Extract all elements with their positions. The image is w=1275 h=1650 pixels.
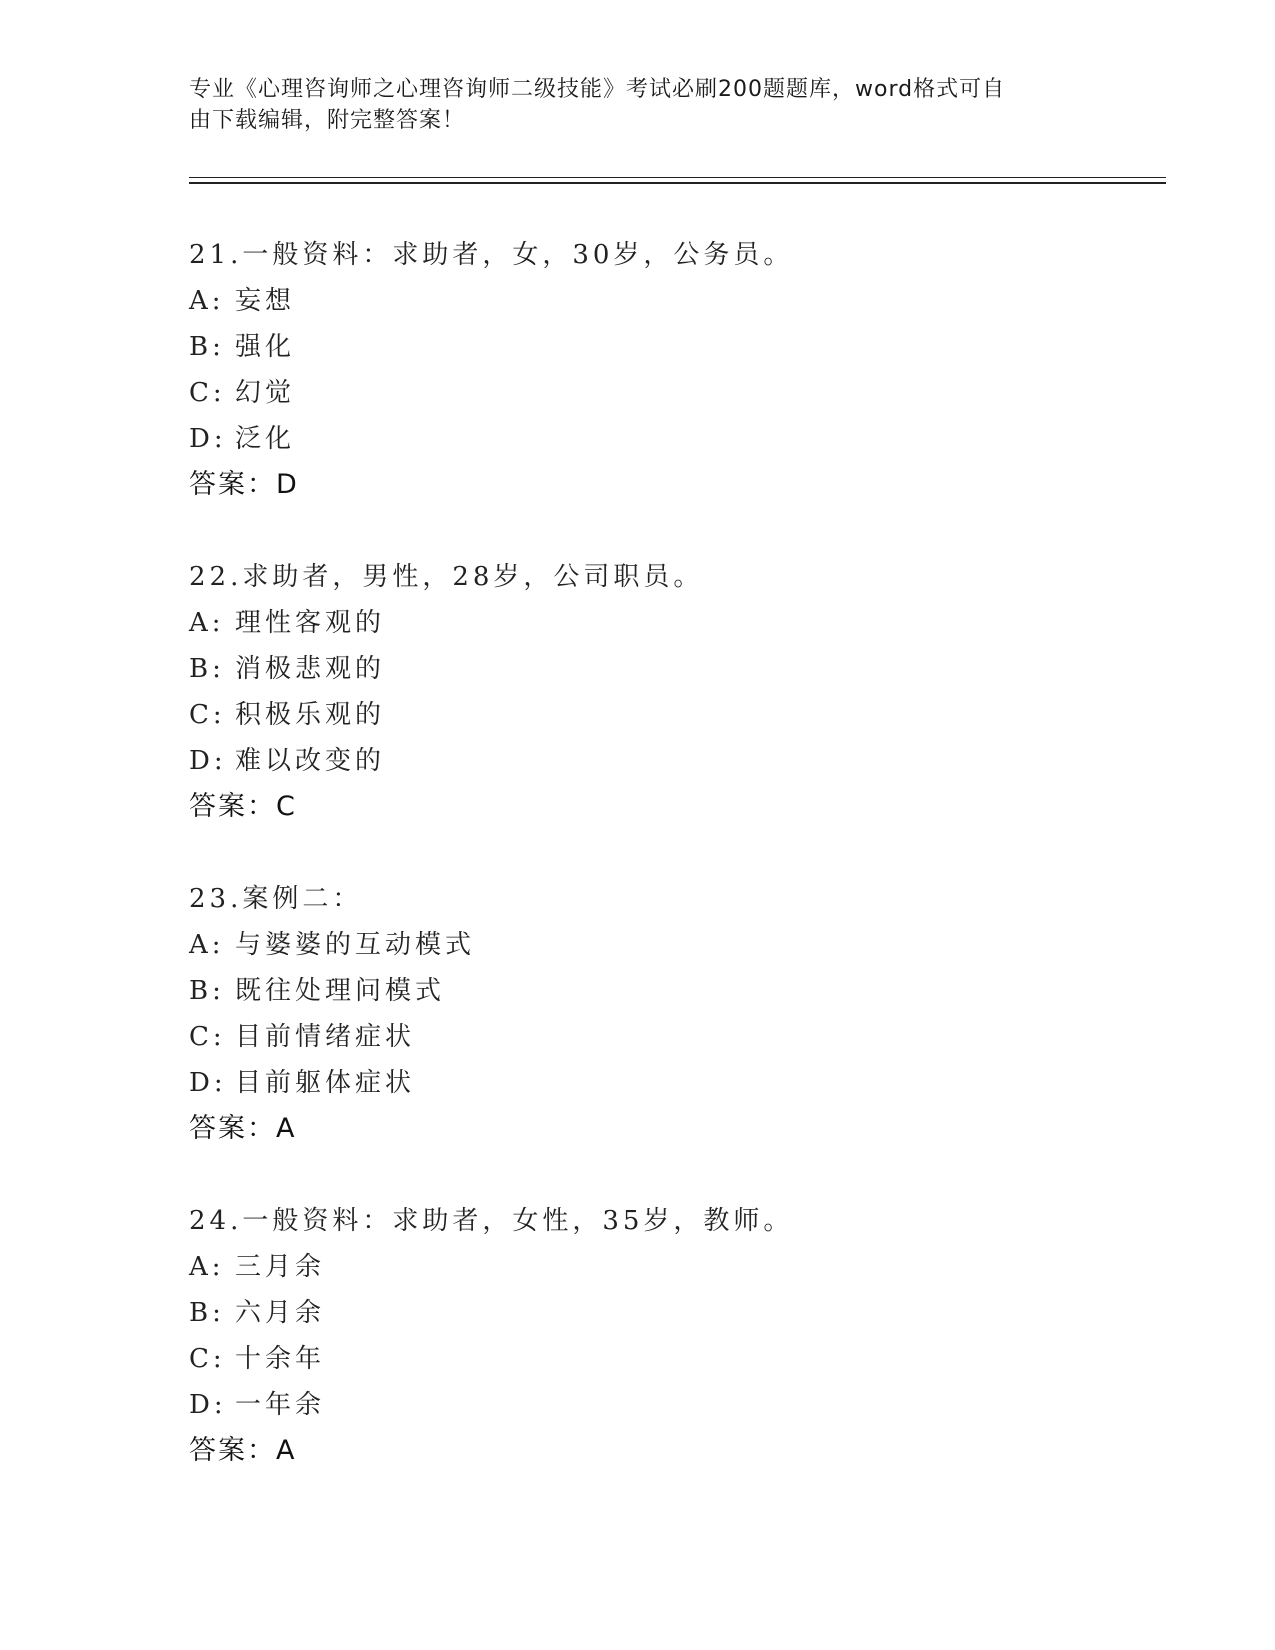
option-c bbox=[189, 692, 1149, 738]
option-d bbox=[189, 1382, 1149, 1428]
option-label: A: bbox=[189, 608, 225, 638]
option-d bbox=[189, 1060, 1149, 1106]
option-text: 难以改变的 bbox=[235, 746, 386, 776]
option-label: B: bbox=[189, 654, 225, 684]
question-stem: 23.案例二： bbox=[189, 884, 363, 914]
header-line-2: 由下载编辑，附完整答案！ bbox=[189, 108, 466, 133]
option-text: 积极乐观的 bbox=[235, 700, 386, 730]
option-d bbox=[189, 738, 1149, 784]
option-c bbox=[189, 370, 1149, 416]
option-a bbox=[189, 278, 1149, 324]
option-label: D: bbox=[189, 1390, 227, 1420]
question-stem: 24.一般资料：求助者，女性，35岁，教师。 bbox=[189, 1206, 794, 1236]
option-label: A: bbox=[189, 930, 225, 960]
answer: 答案：C bbox=[189, 791, 297, 822]
option-text: 一年余 bbox=[235, 1390, 326, 1420]
option-text: 妄想 bbox=[235, 286, 296, 316]
option-label: D: bbox=[189, 1068, 227, 1098]
option-c bbox=[189, 1014, 1149, 1060]
option-label: B: bbox=[189, 332, 225, 362]
option-label: C: bbox=[189, 378, 226, 408]
option-text: 目前躯体症状 bbox=[235, 1068, 416, 1098]
option-label: D: bbox=[189, 746, 227, 776]
option-text: 六月余 bbox=[235, 1298, 326, 1328]
option-b bbox=[189, 324, 1149, 370]
option-label: B: bbox=[189, 976, 225, 1006]
option-text: 既往处理问模式 bbox=[235, 976, 446, 1006]
option-label: C: bbox=[189, 700, 226, 730]
question-21 bbox=[189, 232, 1149, 508]
option-c bbox=[189, 1336, 1149, 1382]
question-stem: 21.一般资料：求助者，女，30岁，公务员。 bbox=[189, 240, 794, 270]
option-text: 强化 bbox=[235, 332, 296, 362]
option-label: A: bbox=[189, 1252, 225, 1282]
option-text: 与婆婆的互动模式 bbox=[235, 930, 476, 960]
option-text: 理性客观的 bbox=[235, 608, 386, 638]
header-line-1: 专业《心理咨询师之心理咨询师二级技能》考试必刷200题题库，word格式可自 bbox=[189, 77, 1006, 102]
option-a bbox=[189, 600, 1149, 646]
question-24 bbox=[189, 1198, 1149, 1474]
option-b bbox=[189, 646, 1149, 692]
answer: 答案：A bbox=[189, 1113, 297, 1144]
option-a bbox=[189, 922, 1149, 968]
option-b bbox=[189, 1290, 1149, 1336]
option-label: D: bbox=[189, 424, 227, 454]
option-b bbox=[189, 968, 1149, 1014]
option-label: B: bbox=[189, 1298, 225, 1328]
header-divider-top bbox=[189, 177, 1166, 178]
option-label: C: bbox=[189, 1344, 226, 1374]
answer: 答案：D bbox=[189, 469, 299, 500]
option-text: 泛化 bbox=[235, 424, 296, 454]
answer: 答案：A bbox=[189, 1435, 297, 1466]
option-d bbox=[189, 416, 1149, 462]
option-label: C: bbox=[189, 1022, 226, 1052]
question-22 bbox=[189, 554, 1149, 830]
option-text: 消极悲观的 bbox=[235, 654, 386, 684]
option-text: 幻觉 bbox=[235, 378, 296, 408]
document-header bbox=[189, 74, 1089, 136]
option-label: A: bbox=[189, 286, 225, 316]
option-text: 十余年 bbox=[235, 1344, 326, 1374]
question-23 bbox=[189, 876, 1149, 1152]
option-text: 三月余 bbox=[235, 1252, 326, 1282]
header-divider-bottom bbox=[189, 182, 1166, 184]
option-a bbox=[189, 1244, 1149, 1290]
option-text: 目前情绪症状 bbox=[235, 1022, 416, 1052]
question-stem: 22.求助者，男性，28岁，公司职员。 bbox=[189, 562, 704, 592]
